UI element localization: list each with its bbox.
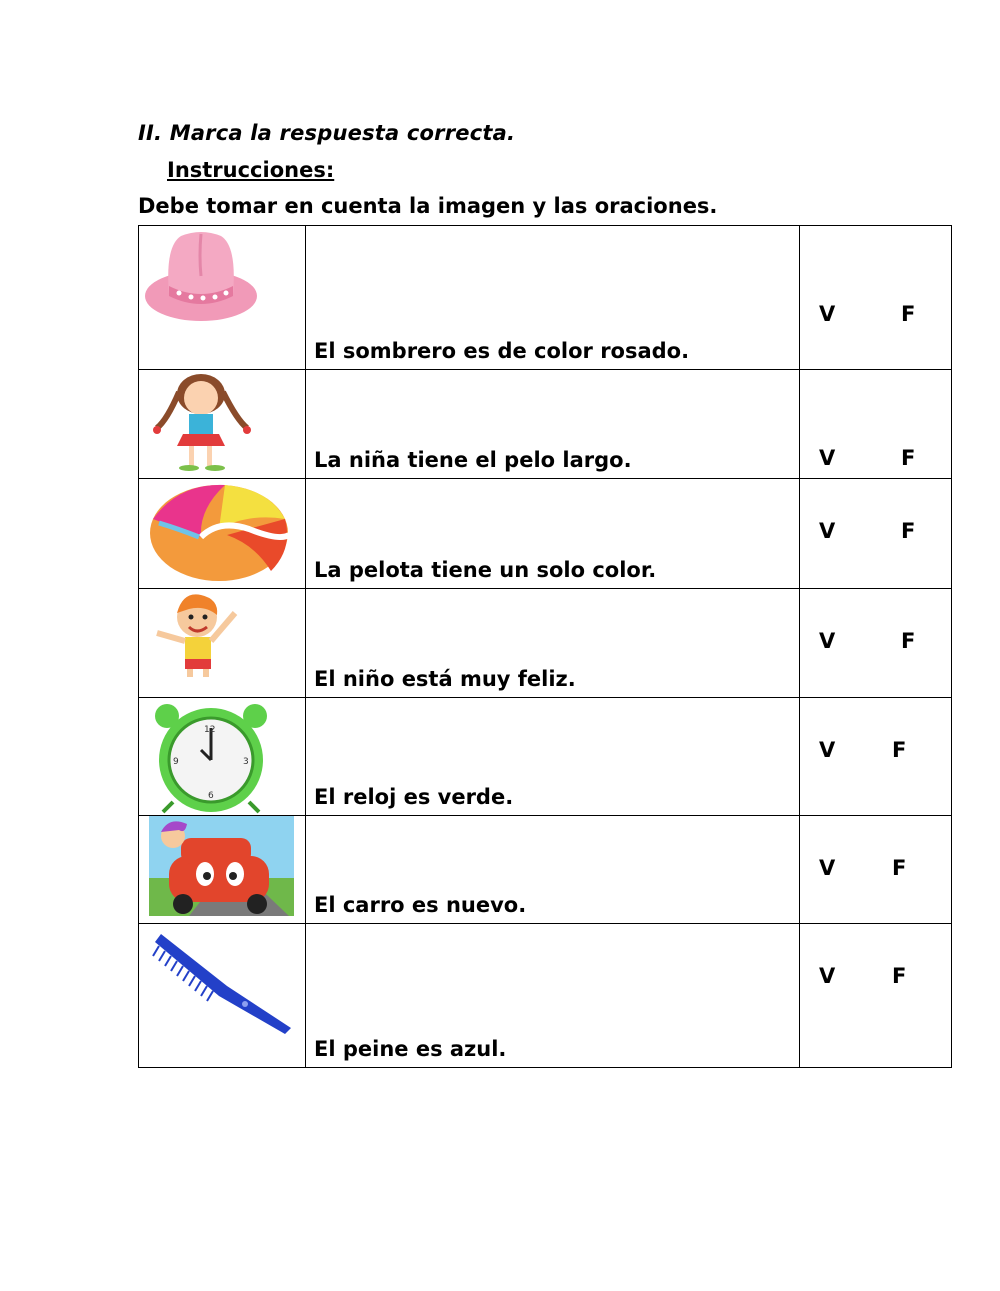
false-option[interactable]: F xyxy=(901,519,916,543)
picture-cell xyxy=(139,589,306,698)
instructions-text: Debe tomar en cuenta la imagen y las oraciones. xyxy=(138,194,718,218)
table-row xyxy=(139,479,952,589)
table-row xyxy=(139,816,952,924)
true-option[interactable]: V xyxy=(819,629,836,653)
true-option[interactable]: V xyxy=(819,302,836,326)
picture-cell xyxy=(139,370,306,479)
sentence-text: El sombrero es de color rosado. xyxy=(314,339,690,363)
true-option[interactable]: V xyxy=(819,856,836,880)
girl-with-braids-icon xyxy=(139,370,305,478)
answer-cell[interactable] xyxy=(800,589,952,698)
section-heading: II. Marca la respuesta correcta. xyxy=(138,121,516,145)
true-option[interactable]: V xyxy=(819,738,836,762)
true-option[interactable]: V xyxy=(819,446,836,470)
picture-cell xyxy=(139,479,306,589)
sentence-cell xyxy=(306,698,800,816)
table-row xyxy=(139,226,952,370)
table-row xyxy=(139,370,952,479)
sentence-cell xyxy=(306,479,800,589)
answer-cell[interactable] xyxy=(800,370,952,479)
pink-cowboy-hat-icon xyxy=(139,226,305,369)
answer-cell[interactable] xyxy=(800,698,952,816)
sentence-text: La pelota tiene un solo color. xyxy=(314,558,657,582)
table-row xyxy=(139,698,952,816)
happy-boy-icon xyxy=(139,589,305,697)
answer-cell[interactable] xyxy=(800,816,952,924)
answer-cell[interactable] xyxy=(800,479,952,589)
sentence-cell xyxy=(306,226,800,370)
picture-cell xyxy=(139,816,306,924)
sentence-cell xyxy=(306,924,800,1068)
sentence-cell xyxy=(306,370,800,479)
sentence-text: El reloj es verde. xyxy=(314,785,514,809)
sentence-text: El niño está muy feliz. xyxy=(314,667,576,691)
svg-text:6: 6 xyxy=(208,791,214,801)
red-cartoon-car-icon xyxy=(139,816,305,923)
false-option[interactable]: F xyxy=(901,629,916,653)
true-option[interactable]: V xyxy=(819,964,836,988)
svg-text:3: 3 xyxy=(243,757,249,767)
answer-cell[interactable] xyxy=(800,226,952,370)
table-row xyxy=(139,589,952,698)
sentence-text: El peine es azul. xyxy=(314,1037,507,1061)
instructions-label: Instrucciones: xyxy=(167,158,335,182)
true-false-table xyxy=(138,225,952,1068)
picture-cell xyxy=(139,698,306,816)
picture-cell xyxy=(139,226,306,370)
beach-ball-icon xyxy=(139,479,305,588)
false-option[interactable]: F xyxy=(892,738,907,762)
sentence-cell xyxy=(306,816,800,924)
sentence-text: El carro es nuevo. xyxy=(314,893,527,917)
false-option[interactable]: F xyxy=(892,964,907,988)
svg-text:9: 9 xyxy=(173,757,179,767)
sentence-cell xyxy=(306,589,800,698)
true-option[interactable]: V xyxy=(819,519,836,543)
svg-text:12: 12 xyxy=(204,725,216,735)
false-option[interactable]: F xyxy=(892,856,907,880)
false-option[interactable]: F xyxy=(901,446,916,470)
table-row xyxy=(139,924,952,1068)
answer-cell[interactable] xyxy=(800,924,952,1068)
blue-comb-icon xyxy=(139,924,305,1067)
false-option[interactable]: F xyxy=(901,302,916,326)
picture-cell xyxy=(139,924,306,1068)
sentence-text: La niña tiene el pelo largo. xyxy=(314,448,632,472)
green-alarm-clock-icon xyxy=(139,698,305,815)
